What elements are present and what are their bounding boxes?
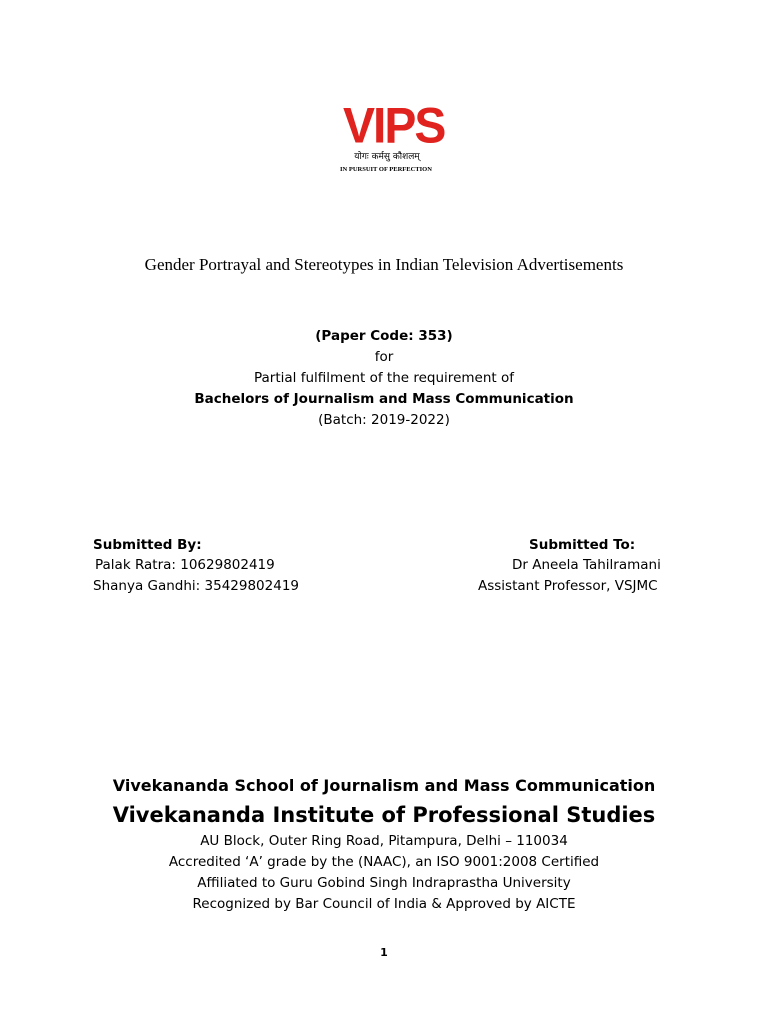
vips-logo bbox=[340, 98, 445, 176]
submitted-to-heading: Submitted To: bbox=[529, 537, 636, 553]
page-number: 1 bbox=[380, 946, 388, 959]
student-1: Palak Ratra: 10629802419 bbox=[95, 557, 275, 573]
logo-wordmark: VIPS bbox=[343, 98, 445, 155]
institute-address: AU Block, Outer Ring Road, Pitampura, Delhi – 110034 bbox=[200, 833, 568, 849]
degree-name: Bachelors of Journalism and Mass Communication bbox=[194, 391, 574, 407]
supervisor-designation: Assistant Professor, VSJMC bbox=[478, 578, 658, 594]
logo-motto: योगः कर्मसु कौशलम् bbox=[354, 152, 420, 162]
school-name: Vivekananda School of Journalism and Mass Communication bbox=[112, 776, 656, 795]
accreditation-text: Accredited ‘A’ grade by the (NAAC), an ISO 9001:2008 Certified bbox=[168, 854, 600, 870]
batch-text: (Batch: 2019-2022) bbox=[318, 412, 450, 428]
project-title: Gender Portrayal and Stereotypes in Indian Television Advertisements bbox=[144, 255, 624, 274]
requirement-text: Partial fulfilment of the requirement of bbox=[254, 370, 514, 386]
logo-tagline: IN PURSUIT OF PERFECTION bbox=[340, 166, 432, 173]
submitted-by-heading: Submitted By: bbox=[93, 537, 202, 553]
for-text: for bbox=[374, 349, 394, 365]
institute-name: Vivekananda Institute of Professional Studies bbox=[112, 803, 656, 827]
paper-code: (Paper Code: 353) bbox=[315, 328, 453, 344]
affiliation-text: Affiliated to Guru Gobind Singh Indraprastha University bbox=[197, 875, 571, 891]
recognition-text: Recognized by Bar Council of India & Approved by AICTE bbox=[192, 896, 576, 912]
student-2: Shanya Gandhi: 35429802419 bbox=[93, 578, 299, 594]
supervisor-name: Dr Aneela Tahilramani bbox=[512, 557, 661, 573]
